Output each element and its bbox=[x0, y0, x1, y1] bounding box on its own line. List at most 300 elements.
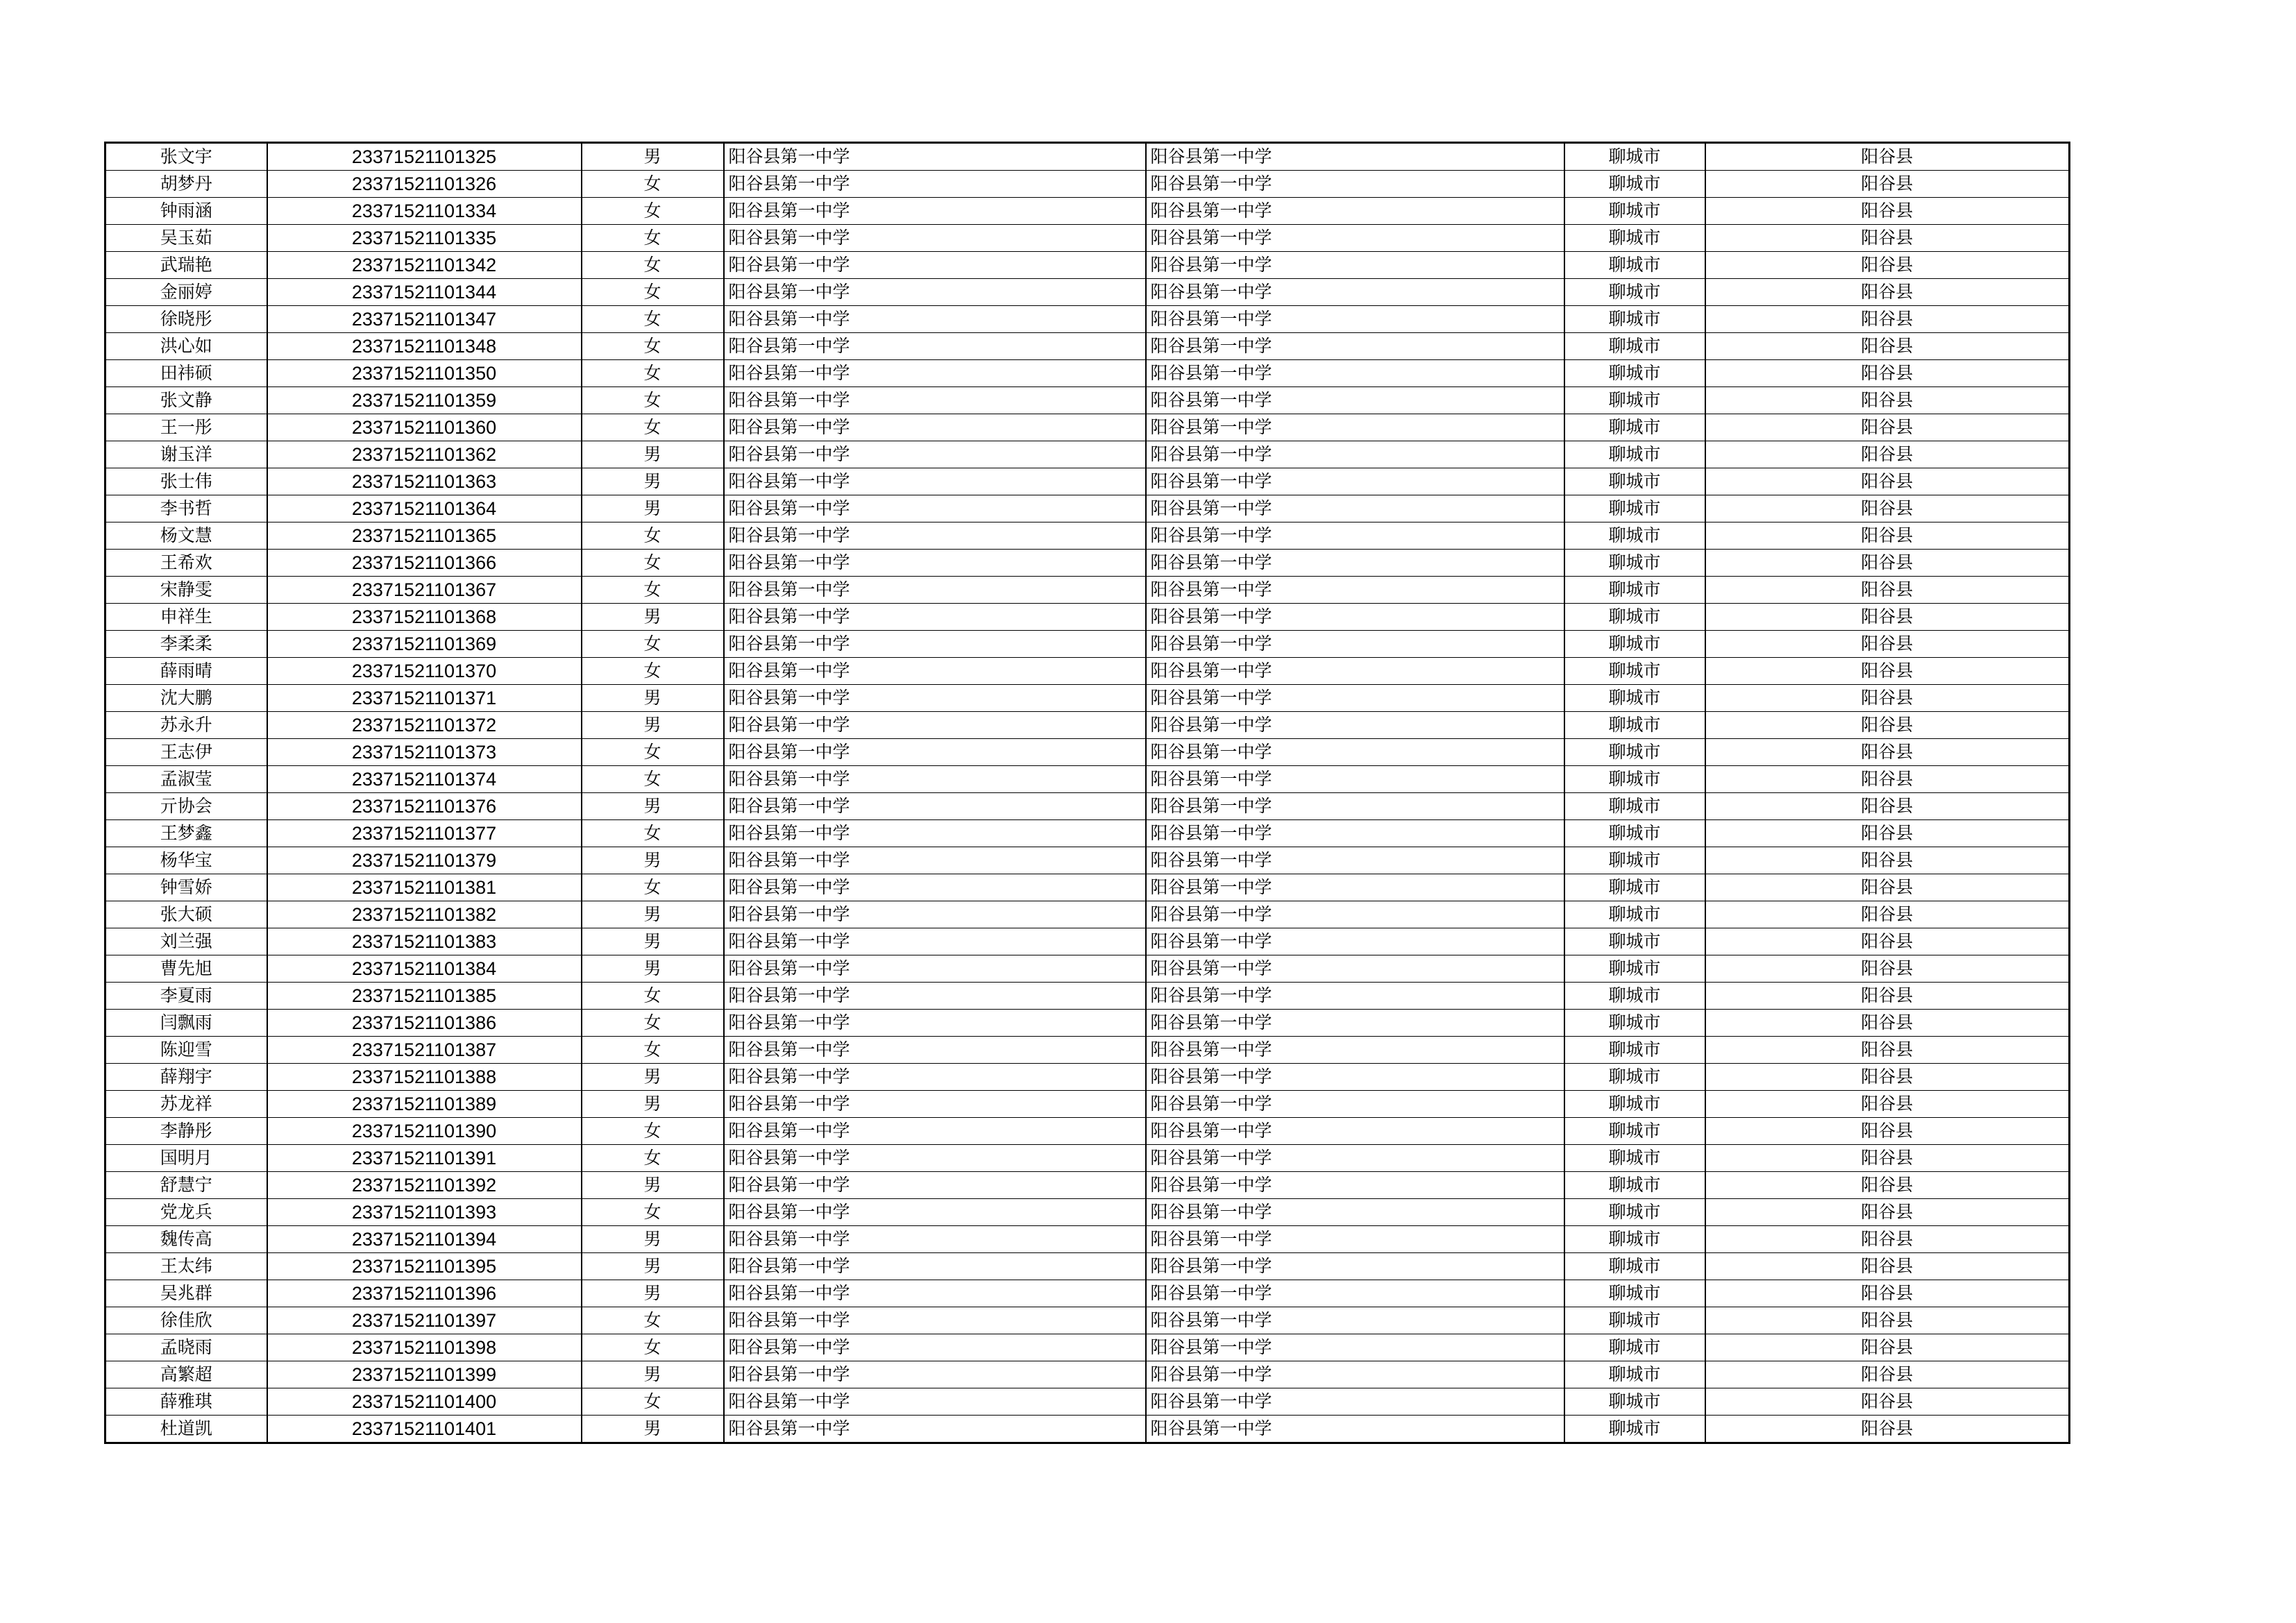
roster-body bbox=[105, 143, 2070, 1443]
name-cell: 李夏雨 bbox=[105, 983, 267, 1010]
table-row bbox=[105, 577, 2070, 604]
unit-cell: 阳谷县第一中学 bbox=[1146, 766, 1564, 793]
school-cell: 阳谷县第一中学 bbox=[724, 685, 1146, 712]
school-cell: 阳谷县第一中学 bbox=[724, 360, 1146, 387]
school-cell: 阳谷县第一中学 bbox=[724, 495, 1146, 522]
school-cell: 阳谷县第一中学 bbox=[724, 333, 1146, 360]
table-row bbox=[105, 468, 2070, 495]
name-cell: 谢玉洋 bbox=[105, 441, 267, 468]
name-cell: 魏传高 bbox=[105, 1226, 267, 1253]
city-cell: 聊城市 bbox=[1564, 306, 1705, 333]
exam-id-cell: 23371521101373 bbox=[267, 739, 582, 766]
city-cell: 聊城市 bbox=[1564, 577, 1705, 604]
city-cell: 聊城市 bbox=[1564, 1307, 1705, 1334]
unit-cell: 阳谷县第一中学 bbox=[1146, 1199, 1564, 1226]
exam-id-cell: 23371521101344 bbox=[267, 279, 582, 306]
city-cell: 聊城市 bbox=[1564, 1253, 1705, 1280]
gender-cell: 女 bbox=[582, 874, 724, 901]
county-cell: 阳谷县 bbox=[1705, 171, 2070, 198]
table-row bbox=[105, 1010, 2070, 1037]
table-row bbox=[105, 1145, 2070, 1172]
exam-id-cell: 23371521101383 bbox=[267, 928, 582, 955]
gender-cell: 女 bbox=[582, 550, 724, 577]
unit-cell: 阳谷县第一中学 bbox=[1146, 1361, 1564, 1388]
unit-cell: 阳谷县第一中学 bbox=[1146, 225, 1564, 252]
name-cell: 钟雨涵 bbox=[105, 198, 267, 225]
exam-id-cell: 23371521101379 bbox=[267, 847, 582, 874]
unit-cell: 阳谷县第一中学 bbox=[1146, 955, 1564, 983]
name-cell: 胡梦丹 bbox=[105, 171, 267, 198]
table-row bbox=[105, 550, 2070, 577]
county-cell: 阳谷县 bbox=[1705, 360, 2070, 387]
name-cell: 舒慧宁 bbox=[105, 1172, 267, 1199]
school-cell: 阳谷县第一中学 bbox=[724, 225, 1146, 252]
gender-cell: 女 bbox=[582, 1145, 724, 1172]
county-cell: 阳谷县 bbox=[1705, 1172, 2070, 1199]
name-cell: 张文静 bbox=[105, 387, 267, 414]
exam-id-cell: 23371521101391 bbox=[267, 1145, 582, 1172]
gender-cell: 男 bbox=[582, 604, 724, 631]
gender-cell: 男 bbox=[582, 441, 724, 468]
county-cell: 阳谷县 bbox=[1705, 1118, 2070, 1145]
unit-cell: 阳谷县第一中学 bbox=[1146, 360, 1564, 387]
exam-id-cell: 23371521101364 bbox=[267, 495, 582, 522]
county-cell: 阳谷县 bbox=[1705, 1091, 2070, 1118]
school-cell: 阳谷县第一中学 bbox=[724, 143, 1146, 171]
table-row bbox=[105, 874, 2070, 901]
city-cell: 聊城市 bbox=[1564, 1280, 1705, 1307]
exam-id-cell: 23371521101326 bbox=[267, 171, 582, 198]
unit-cell: 阳谷县第一中学 bbox=[1146, 739, 1564, 766]
school-cell: 阳谷县第一中学 bbox=[724, 955, 1146, 983]
gender-cell: 女 bbox=[582, 1199, 724, 1226]
name-cell: 杨文慧 bbox=[105, 522, 267, 550]
city-cell: 聊城市 bbox=[1564, 793, 1705, 820]
city-cell: 聊城市 bbox=[1564, 955, 1705, 983]
county-cell: 阳谷县 bbox=[1705, 847, 2070, 874]
gender-cell: 女 bbox=[582, 739, 724, 766]
table-row bbox=[105, 1064, 2070, 1091]
table-row bbox=[105, 820, 2070, 847]
city-cell: 聊城市 bbox=[1564, 1416, 1705, 1443]
table-row bbox=[105, 441, 2070, 468]
exam-id-cell: 23371521101335 bbox=[267, 225, 582, 252]
city-cell: 聊城市 bbox=[1564, 604, 1705, 631]
name-cell: 钟雪娇 bbox=[105, 874, 267, 901]
name-cell: 国明月 bbox=[105, 1145, 267, 1172]
gender-cell: 女 bbox=[582, 414, 724, 441]
gender-cell: 男 bbox=[582, 143, 724, 171]
exam-id-cell: 23371521101362 bbox=[267, 441, 582, 468]
table-row bbox=[105, 1091, 2070, 1118]
county-cell: 阳谷县 bbox=[1705, 1361, 2070, 1388]
table-row bbox=[105, 252, 2070, 279]
name-cell: 苏永升 bbox=[105, 712, 267, 739]
city-cell: 聊城市 bbox=[1564, 712, 1705, 739]
exam-id-cell: 23371521101371 bbox=[267, 685, 582, 712]
exam-id-cell: 23371521101348 bbox=[267, 333, 582, 360]
county-cell: 阳谷县 bbox=[1705, 468, 2070, 495]
county-cell: 阳谷县 bbox=[1705, 306, 2070, 333]
city-cell: 聊城市 bbox=[1564, 1172, 1705, 1199]
name-cell: 薛雨晴 bbox=[105, 658, 267, 685]
table-row bbox=[105, 793, 2070, 820]
name-cell: 孟淑莹 bbox=[105, 766, 267, 793]
city-cell: 聊城市 bbox=[1564, 333, 1705, 360]
gender-cell: 女 bbox=[582, 983, 724, 1010]
county-cell: 阳谷县 bbox=[1705, 1226, 2070, 1253]
gender-cell: 女 bbox=[582, 306, 724, 333]
county-cell: 阳谷县 bbox=[1705, 1307, 2070, 1334]
school-cell: 阳谷县第一中学 bbox=[724, 550, 1146, 577]
table-row bbox=[105, 928, 2070, 955]
table-row bbox=[105, 983, 2070, 1010]
city-cell: 聊城市 bbox=[1564, 685, 1705, 712]
city-cell: 聊城市 bbox=[1564, 468, 1705, 495]
exam-id-cell: 23371521101390 bbox=[267, 1118, 582, 1145]
county-cell: 阳谷县 bbox=[1705, 1064, 2070, 1091]
name-cell: 申祥生 bbox=[105, 604, 267, 631]
name-cell: 苏龙祥 bbox=[105, 1091, 267, 1118]
city-cell: 聊城市 bbox=[1564, 1226, 1705, 1253]
name-cell: 薛翔宇 bbox=[105, 1064, 267, 1091]
exam-id-cell: 23371521101392 bbox=[267, 1172, 582, 1199]
city-cell: 聊城市 bbox=[1564, 225, 1705, 252]
county-cell: 阳谷县 bbox=[1705, 279, 2070, 306]
school-cell: 阳谷县第一中学 bbox=[724, 1361, 1146, 1388]
county-cell: 阳谷县 bbox=[1705, 685, 2070, 712]
school-cell: 阳谷县第一中学 bbox=[724, 1172, 1146, 1199]
table-row bbox=[105, 847, 2070, 874]
county-cell: 阳谷县 bbox=[1705, 739, 2070, 766]
city-cell: 聊城市 bbox=[1564, 901, 1705, 928]
table-row bbox=[105, 387, 2070, 414]
gender-cell: 男 bbox=[582, 1416, 724, 1443]
gender-cell: 女 bbox=[582, 198, 724, 225]
city-cell: 聊城市 bbox=[1564, 1334, 1705, 1361]
county-cell: 阳谷县 bbox=[1705, 1253, 2070, 1280]
name-cell: 王希欢 bbox=[105, 550, 267, 577]
school-cell: 阳谷县第一中学 bbox=[724, 1388, 1146, 1416]
gender-cell: 男 bbox=[582, 793, 724, 820]
city-cell: 聊城市 bbox=[1564, 983, 1705, 1010]
unit-cell: 阳谷县第一中学 bbox=[1146, 820, 1564, 847]
gender-cell: 男 bbox=[582, 1064, 724, 1091]
table-row bbox=[105, 901, 2070, 928]
city-cell: 聊城市 bbox=[1564, 631, 1705, 658]
county-cell: 阳谷县 bbox=[1705, 658, 2070, 685]
name-cell: 吴玉茹 bbox=[105, 225, 267, 252]
name-cell: 田祎硕 bbox=[105, 360, 267, 387]
unit-cell: 阳谷县第一中学 bbox=[1146, 468, 1564, 495]
table-row bbox=[105, 955, 2070, 983]
gender-cell: 女 bbox=[582, 658, 724, 685]
name-cell: 王梦鑫 bbox=[105, 820, 267, 847]
gender-cell: 女 bbox=[582, 1307, 724, 1334]
school-cell: 阳谷县第一中学 bbox=[724, 577, 1146, 604]
exam-id-cell: 23371521101325 bbox=[267, 143, 582, 171]
table-row bbox=[105, 1172, 2070, 1199]
unit-cell: 阳谷县第一中学 bbox=[1146, 495, 1564, 522]
city-cell: 聊城市 bbox=[1564, 820, 1705, 847]
unit-cell: 阳谷县第一中学 bbox=[1146, 306, 1564, 333]
gender-cell: 女 bbox=[582, 1010, 724, 1037]
city-cell: 聊城市 bbox=[1564, 1388, 1705, 1416]
exam-id-cell: 23371521101401 bbox=[267, 1416, 582, 1443]
school-cell: 阳谷县第一中学 bbox=[724, 901, 1146, 928]
exam-id-cell: 23371521101386 bbox=[267, 1010, 582, 1037]
unit-cell: 阳谷县第一中学 bbox=[1146, 1010, 1564, 1037]
unit-cell: 阳谷县第一中学 bbox=[1146, 793, 1564, 820]
exam-id-cell: 23371521101372 bbox=[267, 712, 582, 739]
city-cell: 聊城市 bbox=[1564, 171, 1705, 198]
school-cell: 阳谷县第一中学 bbox=[724, 631, 1146, 658]
exam-id-cell: 23371521101376 bbox=[267, 793, 582, 820]
exam-id-cell: 23371521101367 bbox=[267, 577, 582, 604]
unit-cell: 阳谷县第一中学 bbox=[1146, 1416, 1564, 1443]
county-cell: 阳谷县 bbox=[1705, 387, 2070, 414]
gender-cell: 男 bbox=[582, 928, 724, 955]
unit-cell: 阳谷县第一中学 bbox=[1146, 1145, 1564, 1172]
table-row bbox=[105, 171, 2070, 198]
name-cell: 王太纬 bbox=[105, 1253, 267, 1280]
table-row bbox=[105, 1416, 2070, 1443]
school-cell: 阳谷县第一中学 bbox=[724, 306, 1146, 333]
unit-cell: 阳谷县第一中学 bbox=[1146, 847, 1564, 874]
school-cell: 阳谷县第一中学 bbox=[724, 712, 1146, 739]
name-cell: 曹先旭 bbox=[105, 955, 267, 983]
school-cell: 阳谷县第一中学 bbox=[724, 1226, 1146, 1253]
city-cell: 聊城市 bbox=[1564, 1361, 1705, 1388]
school-cell: 阳谷县第一中学 bbox=[724, 1091, 1146, 1118]
name-cell: 亓协会 bbox=[105, 793, 267, 820]
gender-cell: 女 bbox=[582, 1334, 724, 1361]
city-cell: 聊城市 bbox=[1564, 1145, 1705, 1172]
city-cell: 聊城市 bbox=[1564, 441, 1705, 468]
unit-cell: 阳谷县第一中学 bbox=[1146, 550, 1564, 577]
table-row bbox=[105, 1361, 2070, 1388]
county-cell: 阳谷县 bbox=[1705, 793, 2070, 820]
county-cell: 阳谷县 bbox=[1705, 1145, 2070, 1172]
unit-cell: 阳谷县第一中学 bbox=[1146, 1118, 1564, 1145]
unit-cell: 阳谷县第一中学 bbox=[1146, 577, 1564, 604]
name-cell: 杨华宝 bbox=[105, 847, 267, 874]
gender-cell: 男 bbox=[582, 712, 724, 739]
table-row bbox=[105, 658, 2070, 685]
school-cell: 阳谷县第一中学 bbox=[724, 279, 1146, 306]
table-row bbox=[105, 414, 2070, 441]
unit-cell: 阳谷县第一中学 bbox=[1146, 1334, 1564, 1361]
table-row bbox=[105, 1226, 2070, 1253]
name-cell: 李柔柔 bbox=[105, 631, 267, 658]
exam-id-cell: 23371521101399 bbox=[267, 1361, 582, 1388]
table-row bbox=[105, 143, 2070, 171]
county-cell: 阳谷县 bbox=[1705, 712, 2070, 739]
exam-id-cell: 23371521101389 bbox=[267, 1091, 582, 1118]
gender-cell: 男 bbox=[582, 495, 724, 522]
unit-cell: 阳谷县第一中学 bbox=[1146, 333, 1564, 360]
school-cell: 阳谷县第一中学 bbox=[724, 658, 1146, 685]
exam-id-cell: 23371521101347 bbox=[267, 306, 582, 333]
city-cell: 聊城市 bbox=[1564, 1064, 1705, 1091]
gender-cell: 女 bbox=[582, 225, 724, 252]
school-cell: 阳谷县第一中学 bbox=[724, 387, 1146, 414]
name-cell: 王一彤 bbox=[105, 414, 267, 441]
gender-cell: 女 bbox=[582, 1037, 724, 1064]
school-cell: 阳谷县第一中学 bbox=[724, 1280, 1146, 1307]
table-row bbox=[105, 1280, 2070, 1307]
gender-cell: 女 bbox=[582, 360, 724, 387]
table-row bbox=[105, 1307, 2070, 1334]
table-row bbox=[105, 1388, 2070, 1416]
table-row bbox=[105, 1253, 2070, 1280]
gender-cell: 女 bbox=[582, 333, 724, 360]
county-cell: 阳谷县 bbox=[1705, 333, 2070, 360]
name-cell: 杜道凯 bbox=[105, 1416, 267, 1443]
gender-cell: 女 bbox=[582, 522, 724, 550]
school-cell: 阳谷县第一中学 bbox=[724, 198, 1146, 225]
gender-cell: 男 bbox=[582, 1253, 724, 1280]
gender-cell: 女 bbox=[582, 766, 724, 793]
name-cell: 徐晓彤 bbox=[105, 306, 267, 333]
city-cell: 聊城市 bbox=[1564, 360, 1705, 387]
school-cell: 阳谷县第一中学 bbox=[724, 1416, 1146, 1443]
exam-id-cell: 23371521101385 bbox=[267, 983, 582, 1010]
table-row bbox=[105, 685, 2070, 712]
county-cell: 阳谷县 bbox=[1705, 143, 2070, 171]
unit-cell: 阳谷县第一中学 bbox=[1146, 631, 1564, 658]
county-cell: 阳谷县 bbox=[1705, 928, 2070, 955]
exam-id-cell: 23371521101363 bbox=[267, 468, 582, 495]
name-cell: 李书哲 bbox=[105, 495, 267, 522]
school-cell: 阳谷县第一中学 bbox=[724, 604, 1146, 631]
exam-id-cell: 23371521101368 bbox=[267, 604, 582, 631]
exam-id-cell: 23371521101388 bbox=[267, 1064, 582, 1091]
school-cell: 阳谷县第一中学 bbox=[724, 793, 1146, 820]
name-cell: 李静彤 bbox=[105, 1118, 267, 1145]
city-cell: 聊城市 bbox=[1564, 495, 1705, 522]
exam-id-cell: 23371521101359 bbox=[267, 387, 582, 414]
unit-cell: 阳谷县第一中学 bbox=[1146, 685, 1564, 712]
school-cell: 阳谷县第一中学 bbox=[724, 441, 1146, 468]
unit-cell: 阳谷县第一中学 bbox=[1146, 171, 1564, 198]
city-cell: 聊城市 bbox=[1564, 739, 1705, 766]
unit-cell: 阳谷县第一中学 bbox=[1146, 198, 1564, 225]
exam-id-cell: 23371521101381 bbox=[267, 874, 582, 901]
exam-id-cell: 23371521101395 bbox=[267, 1253, 582, 1280]
name-cell: 沈大鹏 bbox=[105, 685, 267, 712]
name-cell: 宋静雯 bbox=[105, 577, 267, 604]
gender-cell: 男 bbox=[582, 1226, 724, 1253]
gender-cell: 女 bbox=[582, 387, 724, 414]
city-cell: 聊城市 bbox=[1564, 387, 1705, 414]
unit-cell: 阳谷县第一中学 bbox=[1146, 1280, 1564, 1307]
exam-id-cell: 23371521101382 bbox=[267, 901, 582, 928]
school-cell: 阳谷县第一中学 bbox=[724, 522, 1146, 550]
gender-cell: 女 bbox=[582, 1118, 724, 1145]
unit-cell: 阳谷县第一中学 bbox=[1146, 1253, 1564, 1280]
name-cell: 党龙兵 bbox=[105, 1199, 267, 1226]
name-cell: 刘兰强 bbox=[105, 928, 267, 955]
unit-cell: 阳谷县第一中学 bbox=[1146, 604, 1564, 631]
school-cell: 阳谷县第一中学 bbox=[724, 1334, 1146, 1361]
name-cell: 闫飘雨 bbox=[105, 1010, 267, 1037]
unit-cell: 阳谷县第一中学 bbox=[1146, 1307, 1564, 1334]
city-cell: 聊城市 bbox=[1564, 658, 1705, 685]
county-cell: 阳谷县 bbox=[1705, 1334, 2070, 1361]
gender-cell: 男 bbox=[582, 847, 724, 874]
county-cell: 阳谷县 bbox=[1705, 1199, 2070, 1226]
roster-table bbox=[104, 142, 2070, 1444]
county-cell: 阳谷县 bbox=[1705, 901, 2070, 928]
school-cell: 阳谷县第一中学 bbox=[724, 1064, 1146, 1091]
gender-cell: 男 bbox=[582, 1280, 724, 1307]
school-cell: 阳谷县第一中学 bbox=[724, 1253, 1146, 1280]
gender-cell: 女 bbox=[582, 577, 724, 604]
table-row bbox=[105, 1037, 2070, 1064]
city-cell: 聊城市 bbox=[1564, 1010, 1705, 1037]
county-cell: 阳谷县 bbox=[1705, 955, 2070, 983]
gender-cell: 女 bbox=[582, 171, 724, 198]
name-cell: 武瑞艳 bbox=[105, 252, 267, 279]
gender-cell: 男 bbox=[582, 1091, 724, 1118]
name-cell: 薛雅琪 bbox=[105, 1388, 267, 1416]
name-cell: 吴兆群 bbox=[105, 1280, 267, 1307]
name-cell: 孟晓雨 bbox=[105, 1334, 267, 1361]
exam-id-cell: 23371521101387 bbox=[267, 1037, 582, 1064]
unit-cell: 阳谷县第一中学 bbox=[1146, 901, 1564, 928]
table-row bbox=[105, 306, 2070, 333]
gender-cell: 女 bbox=[582, 631, 724, 658]
gender-cell: 男 bbox=[582, 1361, 724, 1388]
county-cell: 阳谷县 bbox=[1705, 983, 2070, 1010]
exam-id-cell: 23371521101377 bbox=[267, 820, 582, 847]
unit-cell: 阳谷县第一中学 bbox=[1146, 414, 1564, 441]
gender-cell: 男 bbox=[582, 468, 724, 495]
unit-cell: 阳谷县第一中学 bbox=[1146, 1172, 1564, 1199]
gender-cell: 男 bbox=[582, 955, 724, 983]
city-cell: 聊城市 bbox=[1564, 847, 1705, 874]
county-cell: 阳谷县 bbox=[1705, 198, 2070, 225]
county-cell: 阳谷县 bbox=[1705, 1388, 2070, 1416]
unit-cell: 阳谷县第一中学 bbox=[1146, 441, 1564, 468]
city-cell: 聊城市 bbox=[1564, 252, 1705, 279]
county-cell: 阳谷县 bbox=[1705, 820, 2070, 847]
school-cell: 阳谷县第一中学 bbox=[724, 1307, 1146, 1334]
unit-cell: 阳谷县第一中学 bbox=[1146, 928, 1564, 955]
county-cell: 阳谷县 bbox=[1705, 414, 2070, 441]
school-cell: 阳谷县第一中学 bbox=[724, 739, 1146, 766]
school-cell: 阳谷县第一中学 bbox=[724, 468, 1146, 495]
gender-cell: 男 bbox=[582, 1172, 724, 1199]
table-row bbox=[105, 766, 2070, 793]
table-row bbox=[105, 631, 2070, 658]
school-cell: 阳谷县第一中学 bbox=[724, 1199, 1146, 1226]
exam-id-cell: 23371521101400 bbox=[267, 1388, 582, 1416]
school-cell: 阳谷县第一中学 bbox=[724, 252, 1146, 279]
city-cell: 聊城市 bbox=[1564, 279, 1705, 306]
table-row bbox=[105, 495, 2070, 522]
name-cell: 高繁超 bbox=[105, 1361, 267, 1388]
unit-cell: 阳谷县第一中学 bbox=[1146, 983, 1564, 1010]
county-cell: 阳谷县 bbox=[1705, 577, 2070, 604]
county-cell: 阳谷县 bbox=[1705, 252, 2070, 279]
school-cell: 阳谷县第一中学 bbox=[724, 820, 1146, 847]
city-cell: 聊城市 bbox=[1564, 766, 1705, 793]
gender-cell: 女 bbox=[582, 1388, 724, 1416]
school-cell: 阳谷县第一中学 bbox=[724, 1118, 1146, 1145]
unit-cell: 阳谷县第一中学 bbox=[1146, 522, 1564, 550]
